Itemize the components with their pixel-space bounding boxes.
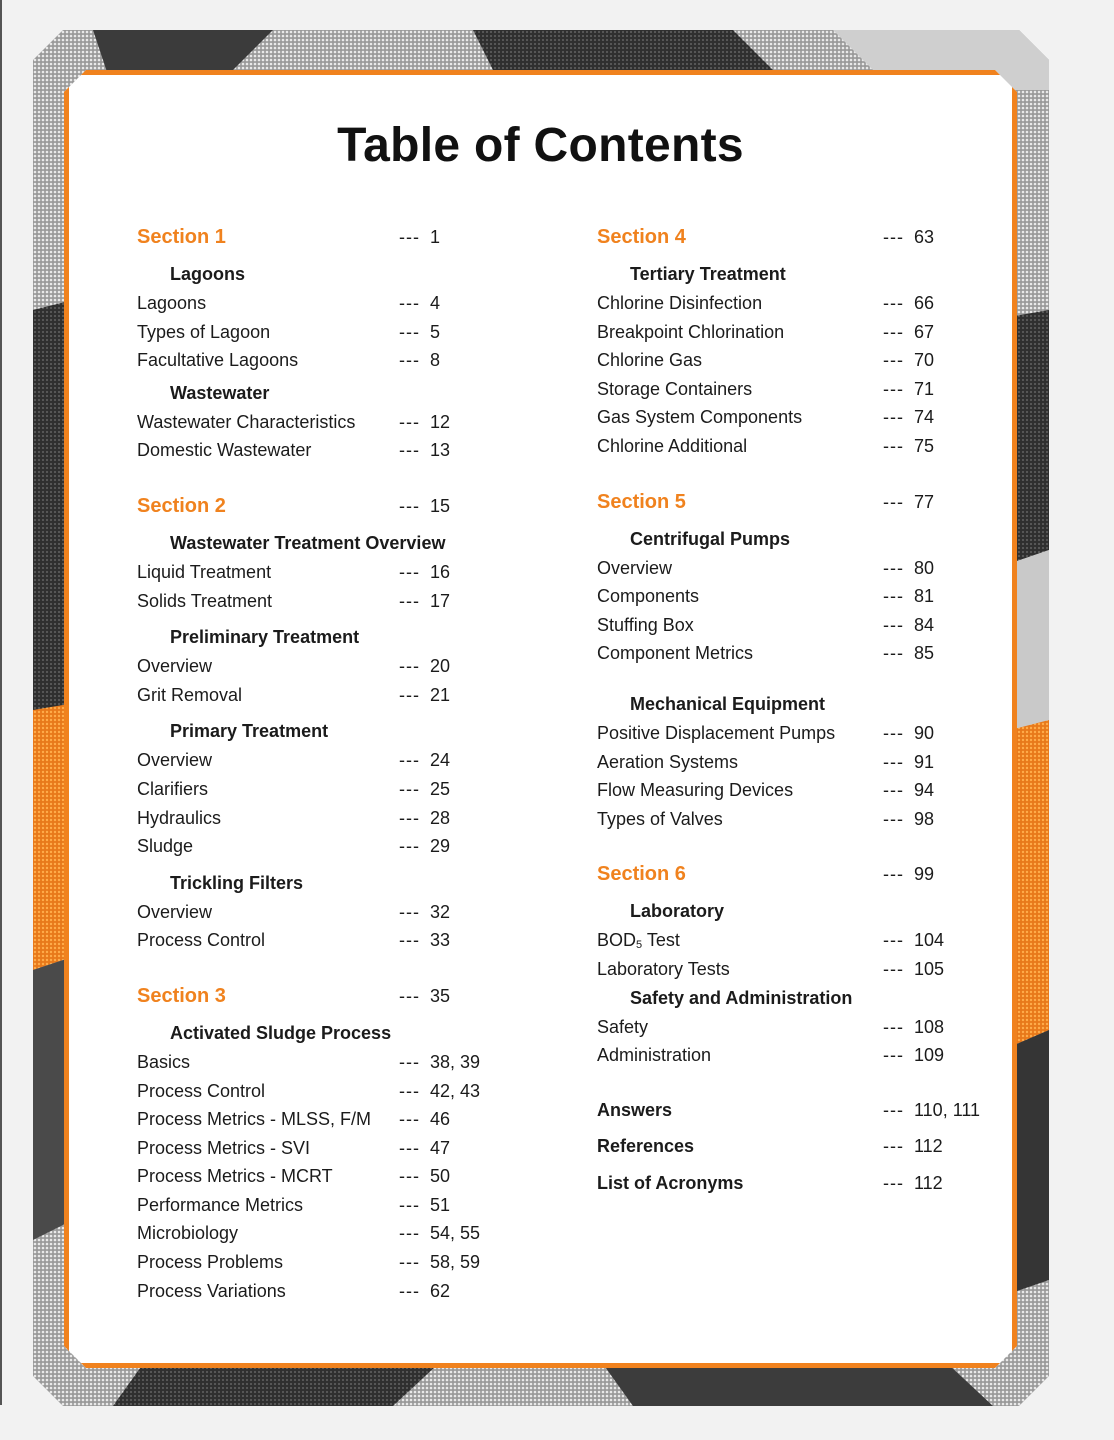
toc-entry[interactable]: Chlorine Additional --- 75 [597,435,935,456]
section-label: Section 3 [137,984,226,1007]
toc-answers[interactable]: Answers --- 110, 111 [597,1099,981,1120]
toc-entry[interactable]: Lagoons --- 4 [137,293,441,313]
leader-dashes: --- [883,227,904,247]
leader-dashes: --- [399,495,420,516]
toc-entry[interactable]: Positive Displacement Pumps --- 90 [597,722,935,743]
toc-subheading: Trickling Filters [170,872,304,893]
section-label: Section 2 [137,494,226,517]
page-number: 15 [430,495,451,516]
section-label: Section 1 [137,226,226,248]
toc-entry[interactable]: Overview --- 80 [597,557,935,578]
toc-section-5[interactable] [597,487,997,517]
toc-section-2[interactable] [137,491,557,521]
toc-entry[interactable]: Administration --- 109 [597,1045,945,1066]
toc-entry[interactable]: Facultative Lagoons --- 8 [137,350,441,371]
page-number: 35 [430,985,451,1006]
toc-entry[interactable]: Component Metrics --- 85 [597,643,935,664]
toc-entry[interactable]: Chlorine Gas --- 70 [597,350,935,371]
toc-entry[interactable]: Gas System Components --- 74 [597,407,935,428]
toc-entry[interactable]: Aeration Systems --- 91 [597,751,935,772]
toc-entry[interactable]: Types of Valves --- 98 [597,808,935,829]
toc-section-3[interactable] [137,981,557,1011]
toc-subheading: Wastewater [170,382,270,403]
toc-entry[interactable]: Process Control --- 42, 43 [137,1080,481,1101]
toc-entry[interactable]: Safety --- 108 [597,1016,945,1037]
toc-entry[interactable]: Storage Containers --- 71 [597,378,935,399]
toc-entry[interactable]: Hydraulics --- 28 [137,807,451,828]
toc-subheading: Mechanical Equipment [630,693,826,714]
toc-right-column [597,222,997,1197]
toc-entry[interactable]: Process Variations --- 62 [137,1280,451,1301]
toc-subheading: Activated Sludge Process [170,1022,392,1043]
toc-entry[interactable]: Domestic Wastewater --- 13 [137,440,451,461]
toc-entry[interactable]: Components --- 81 [597,586,935,607]
toc-entry[interactable]: Process Control --- 33 [137,930,451,951]
toc-subheading: Laboratory [630,901,725,922]
toc-entry[interactable]: Overview --- 24 [137,750,451,771]
page-edge-line [0,0,2,1405]
toc-entry[interactable]: Wastewater Characteristics --- 12 [137,411,451,432]
toc-entry[interactable]: Process Metrics - MCRT --- 50 [137,1166,451,1187]
leader-dashes: --- [883,864,904,885]
toc-entry[interactable]: Chlorine Disinfection --- 66 [597,293,935,313]
page-number: 77 [914,491,935,512]
toc-subheading: Lagoons [170,264,245,284]
toc-entry[interactable]: Clarifiers --- 25 [137,778,451,799]
toc-entry[interactable]: Overview --- 32 [137,901,451,922]
toc-entry[interactable]: Breakpoint Chlorination --- 67 [597,321,935,342]
toc-left-column [137,222,557,1305]
section-label: Section 5 [597,490,686,513]
toc-entry[interactable]: Stuffing Box --- 84 [597,614,935,635]
section-label: Section 6 [597,863,686,886]
toc-references[interactable]: References --- 112 [597,1136,943,1157]
page-number: 99 [914,864,935,885]
toc-section-1[interactable] [137,222,557,252]
toc-subheading: Tertiary Treatment [630,264,786,284]
toc-entry[interactable]: Process Problems --- 58, 59 [137,1252,481,1273]
toc-entry[interactable]: Solids Treatment --- 17 [137,590,451,611]
toc-section-4[interactable] [597,222,997,252]
page-title: Table of Contents [337,119,744,172]
toc-entry[interactable]: Process Metrics - SVI --- 47 [137,1137,451,1158]
toc-entry[interactable]: Microbiology --- 54, 55 [137,1223,481,1244]
leader-dashes: --- [883,491,904,512]
toc-subheading: Primary Treatment [170,721,329,742]
toc-subheading: Safety and Administration [630,987,853,1008]
toc-entry[interactable]: Laboratory Tests --- 105 [597,958,945,979]
toc-entry[interactable]: $BOD_5$ Test --- 104 [597,930,945,952]
section-label: Section 4 [597,226,686,248]
page-number: 1 [430,227,441,247]
toc-entry[interactable]: Liquid Treatment --- 16 [137,561,451,582]
toc-subheading: Wastewater Treatment Overview [170,532,446,553]
leader-dashes: --- [399,227,420,247]
toc-section-6[interactable] [597,859,997,889]
toc-list-of-acronyms[interactable]: List of Acronyms --- 112 [597,1172,943,1193]
page-number: 63 [914,227,935,247]
leader-dashes: --- [399,985,420,1006]
toc-entry[interactable]: Basics --- 38, 39 [137,1051,481,1072]
toc-entry[interactable]: Process Metrics - MLSS, F/M --- 46 [137,1109,451,1130]
toc-entry[interactable]: Overview --- 20 [137,656,451,677]
toc-entry[interactable]: Flow Measuring Devices --- 94 [597,780,935,801]
toc-subheading: Centrifugal Pumps [630,528,791,549]
toc-entry[interactable]: Types of Lagoon --- 5 [137,321,441,342]
toc-entry[interactable]: Performance Metrics --- 51 [137,1194,451,1215]
toc-subheading: Preliminary Treatment [170,627,360,648]
toc-entry[interactable]: Grit Removal --- 21 [137,684,451,705]
toc-entry[interactable]: Sludge --- 29 [137,836,451,857]
